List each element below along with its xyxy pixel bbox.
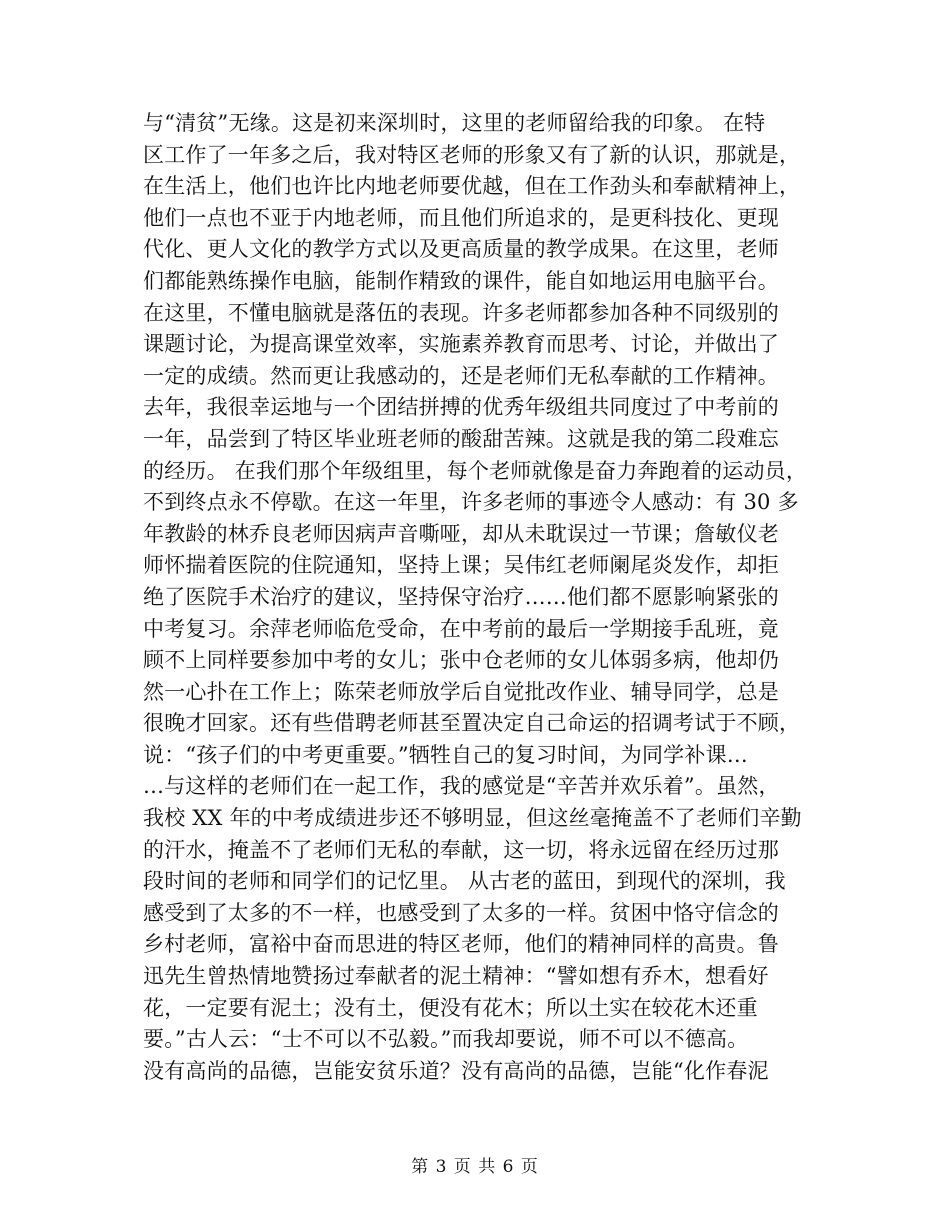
text-line: 花，一定要有泥土；没有土，便没有花木；所以土实在较花木还重 — [143, 995, 758, 1020]
text-line: 与“清贫”无缘。这是初来深圳时，这里的老师留给我的印象。 在特 — [143, 111, 766, 135]
text-line: 他们一点也不亚于内地老师，而且他们所追求的，是更科技化、更现 — [143, 205, 779, 230]
text-line: 不到终点永不停歇。在这一年里，许多老师的事迹令人感动：有 30 多 — [143, 490, 799, 515]
text-line: 年教龄的林乔良老师因病声音嘶哑，却从未耽误过一节课；詹敏仪老 — [143, 521, 779, 546]
text-line: 课题讨论，为提高课堂效率，实施素养教育而思考、讨论，并做出了 — [143, 332, 779, 357]
text-line: …与这样的老师们在一起工作，我的感觉是“辛苦并欢乐着”。虽然， — [143, 774, 780, 799]
text-line: 们都能熟练操作电脑，能制作精致的课件，能自如地运用电脑平台。 — [143, 268, 779, 293]
text-line: 感受到了太多的不一样，也感受到了太多的一样。贫困中恪守信念的 — [143, 900, 779, 925]
text-line: 段时间的老师和同学们的记忆里。 从古老的蓝田，到现代的深圳，我 — [143, 869, 786, 894]
text-line: 顾不上同样要参加中考的女儿；张中仓老师的女儿体弱多病，他却仍 — [143, 648, 779, 673]
text-line: 迅先生曾热情地赞扬过奉献者的泥土精神：“譬如想有乔木，想看好 — [143, 964, 769, 989]
body-text — [143, 108, 823, 1087]
text-line: 中考复习。余萍老师临危受命，在中考前的最后一学期接手乱班，竟 — [143, 616, 779, 641]
text-line: 要。”古人云：“士不可以不弘毅。”而我却要说，师不可以不德高。 — [143, 1027, 749, 1052]
text-line: 师怀揣着医院的住院通知，坚持上课；吴伟红老师阑尾炎发作，却拒 — [143, 553, 779, 578]
text-line: 一定的成绩。然而更让我感动的，还是老师们无私奉献的工作精神。 — [143, 363, 779, 388]
text-line: 的汗水，掩盖不了老师们无私的奉献，这一切，将永远留在经历过那 — [143, 837, 779, 862]
text-line: 代化、更人文化的教学方式以及更高质量的教学成果。在这里，老师 — [143, 237, 779, 262]
text-line: 绝了医院手术治疗的建议，坚持保守治疗……他们都不愿影响紧张的 — [143, 584, 779, 609]
text-line: 一年，品尝到了特区毕业班老师的酸甜苦辣。这就是我的第二段难忘 — [143, 426, 779, 451]
text-line: 很晚才回家。还有些借聘老师甚至置决定自己命运的招调考试于不顾， — [143, 711, 801, 736]
text-line: 去年，我很幸运地与一个团结拼搏的优秀年级组共同度过了中考前的 — [143, 395, 779, 420]
text-line: 然一心扑在工作上；陈荣老师放学后自觉批改作业、辅导同学，总是 — [143, 679, 779, 704]
text-line: 区工作了一年多之后，我对特区老师的形象又有了新的认识，那就是， — [143, 142, 801, 167]
page-footer: 第 3 页 共 6 页 — [411, 1157, 539, 1177]
text-line: 乡村老师，富裕中奋而思进的特区老师，他们的精神同样的高贵。鲁 — [143, 932, 779, 957]
text-line: 说：“孩子们的中考更重要。”牺牲自己的复习时间，为同学补课… — [143, 742, 748, 767]
text-line: 没有高尚的品德，岂能安贫乐道？没有高尚的品德，岂能“化作春泥 — [143, 1058, 769, 1083]
text-line: 在这里，不懂电脑就是落伍的表现。许多老师都参加各种不同级别的 — [143, 300, 779, 325]
text-line: 在生活上，他们也许比内地老师要优越，但在工作劲头和奉献精神上， — [143, 174, 801, 199]
text-line: 的经历。 在我们那个年级组里，每个老师就像是奋力奔跑着的运动员， — [143, 458, 808, 483]
text-line: 我校 XX 年的中考成绩进步还不够明显，但这丝毫掩盖不了老师们辛勤 — [143, 806, 802, 831]
